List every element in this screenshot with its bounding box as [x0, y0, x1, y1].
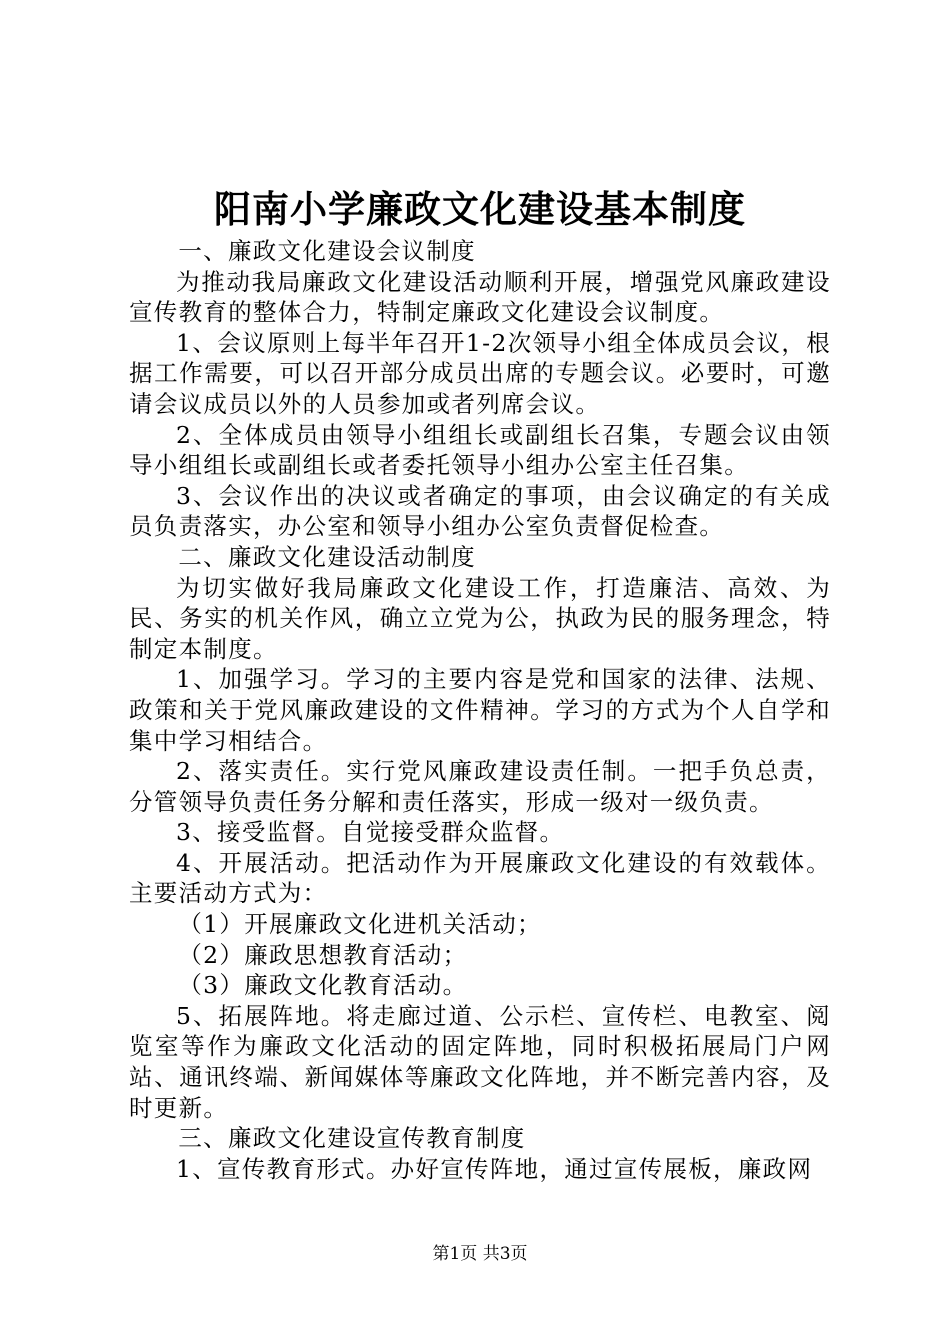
paragraph: 5、拓展阵地。将走廊过道、公示栏、宣传栏、电教室、阅览室等作为廉政文化活动的固定阵地，同时积极拓展局门户网站、通讯终端、新闻媒体等廉政文化阵地，并不断完善内容，及时更新。	[129, 1001, 831, 1122]
list-item: （3）廉政文化教育活动。	[178, 971, 468, 1000]
paragraph: 2、全体成员由领导小组组长或副组长召集，专题会议由领导小组组长或副组长或者委托领导小组办公室主任召集。	[129, 420, 831, 480]
paragraph: 为切实做好我局廉政文化建设工作，打造廉洁、高效、为民、务实的机关作风，确立立党为公，执政为民的服务理念，特制定本制度。	[129, 573, 831, 663]
paragraph: 1、加强学习。学习的主要内容是党和国家的法律、法规、政策和关于党风廉政建设的文件精神。学习的方式为个人自学和集中学习相结合。	[129, 665, 831, 755]
paragraph: 4、开展活动。把活动作为开展廉政文化建设的有效载体。主要活动方式为：	[129, 848, 831, 908]
list-item: （1）开展廉政文化进机关活动；	[178, 910, 542, 939]
section-heading: 二、廉政文化建设活动制度	[178, 542, 476, 571]
document-title: 阳南小学廉政文化建设基本制度	[214, 187, 746, 231]
document-page	[129, 0, 831, 1344]
document-body	[129, 236, 831, 1184]
page-number: 第1页 共3页	[432, 1244, 528, 1264]
paragraph: 2、落实责任。实行党风廉政建设责任制。一把手负总责，分管领导负责任务分解和责任落实，形成一级对一级负责。	[129, 757, 831, 816]
paragraph: 1、会议原则上每半年召开1-2次领导小组全体成员会议，根据工作需要，可以召开部分成员出席的专题会议。必要时，可邀请会议成员以外的人员参加或者列席会议。	[129, 328, 831, 418]
paragraph: 1、宣传教育形式。办好宣传阵地，通过宣传展板，廉政网	[176, 1154, 813, 1183]
list-item: （2）廉政思想教育活动；	[178, 940, 468, 969]
paragraph: 为推动我局廉政文化建设活动顺利开展，增强党风廉政建设宣传教育的整体合力，特制定廉政文化建设会议制度。	[129, 267, 831, 327]
paragraph: 3、会议作出的决议或者确定的事项，由会议确定的有关成员负责落实，办公室和领导小组办公室负责督促检查。	[129, 481, 831, 541]
section-heading: 三、廉政文化建设宣传教育制度	[178, 1124, 526, 1153]
paragraph: 3、接受监督。自觉接受群众监督。	[176, 818, 565, 847]
section-heading: 一、廉政文化建设会议制度	[178, 237, 476, 265]
